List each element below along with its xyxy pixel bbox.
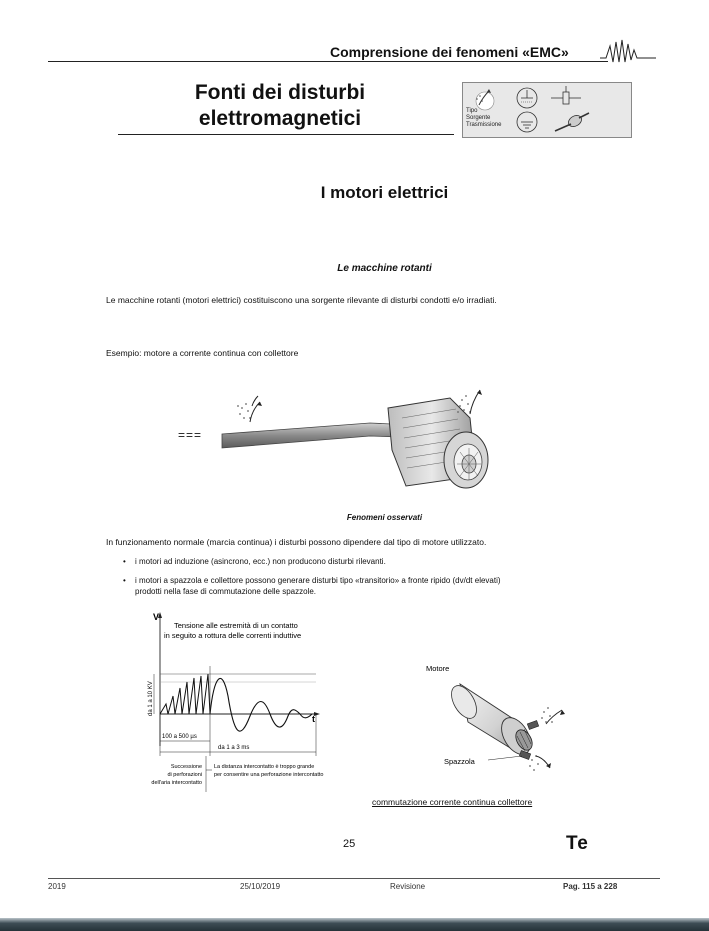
spazzola-label: Spazzola [444,757,475,766]
section-heading: I motori elettrici [320,183,449,202]
t-axis-label: t [312,714,315,724]
legend-trasmissione: Trasmissione [466,122,502,128]
emc-legend-box [462,82,632,138]
left-note-line3: dell'aria intercontatto [151,780,202,786]
caption-line1: Tensione alle estremità di un contatto [174,621,298,630]
caption-line2: in seguito a rottura delle correnti induttive [164,631,302,640]
bullet-item-2-continued: prodotti nella fase di commutazione delle spazzole. [135,587,316,596]
paragraph-intro: Le macchine rotanti (motori elettrici) costituiscono una sorgente rilevante di disturbi condotti e/o irradiati. [106,295,497,305]
left-note-line2: di perforazioni [167,772,202,778]
dc-motor-illustration [170,378,500,498]
header-rule [48,61,608,62]
sub-heading: Le macchine rotanti [337,263,432,274]
page-number: 25 [343,838,356,850]
motore-label: Motore [426,664,450,673]
main-title-line2: elettromagnetici [198,107,362,130]
right-note-line1: La distanza intercontatto è troppo grande [214,764,315,770]
transient-waveform-diagram [140,606,380,796]
fenomeni-heading: Fenomeni osservati [346,513,423,522]
brush-commutator-diagram [420,656,590,776]
amplitude-label: da 1 a 10 KV [148,681,154,716]
bullet-item-1: • i motori ad induzione (asincrono, ecc.) non producono disturbi rilevanti. [123,557,386,566]
footer-date: 25/10/2019 [240,882,281,891]
right-note-line2: per consentire una perforazione intercontatto [214,772,324,778]
te-logo: Te [566,833,589,854]
bottom-band [0,918,709,931]
paragraph-fenomeni: In funzionamento normale (marcia continua) i disturbi possono dipendere dal tipo di motore utilizzato. [106,537,487,547]
footer-year: 2019 [48,882,66,891]
motor-diagram-caption: commutazione corrente continua collettore [372,797,533,807]
footer-page: Pag. 115 a 228 [563,882,618,891]
bullet-item-2: • i motori a spazzola e collettore possono generare disturbi tipo «transitorio» a fronte ripido (dv/dt elevati) [123,576,501,585]
v-axis-label: V [153,612,160,622]
legend-tipo: Tipo [466,108,478,114]
main-title-line1: Fonti dei disturbi [194,81,366,104]
spike-duration-label: 100 a 500 µs [162,734,197,740]
footer-rule [48,878,660,879]
emc-zigzag-icon [600,36,656,64]
left-note-line1: Successione [170,764,202,770]
footer-revision: Revisione [390,882,426,891]
dc-symbol: === [178,428,203,442]
example-text: Esempio: motore a corrente continua con collettore [106,348,299,358]
title-rule [118,134,454,135]
main-title [150,80,410,132]
total-duration-label: da 1 a 3 ms [218,745,250,751]
header-title: Comprensione dei fenomeni «EMC» [330,44,569,60]
legend-sorgente: Sorgente [466,115,491,121]
